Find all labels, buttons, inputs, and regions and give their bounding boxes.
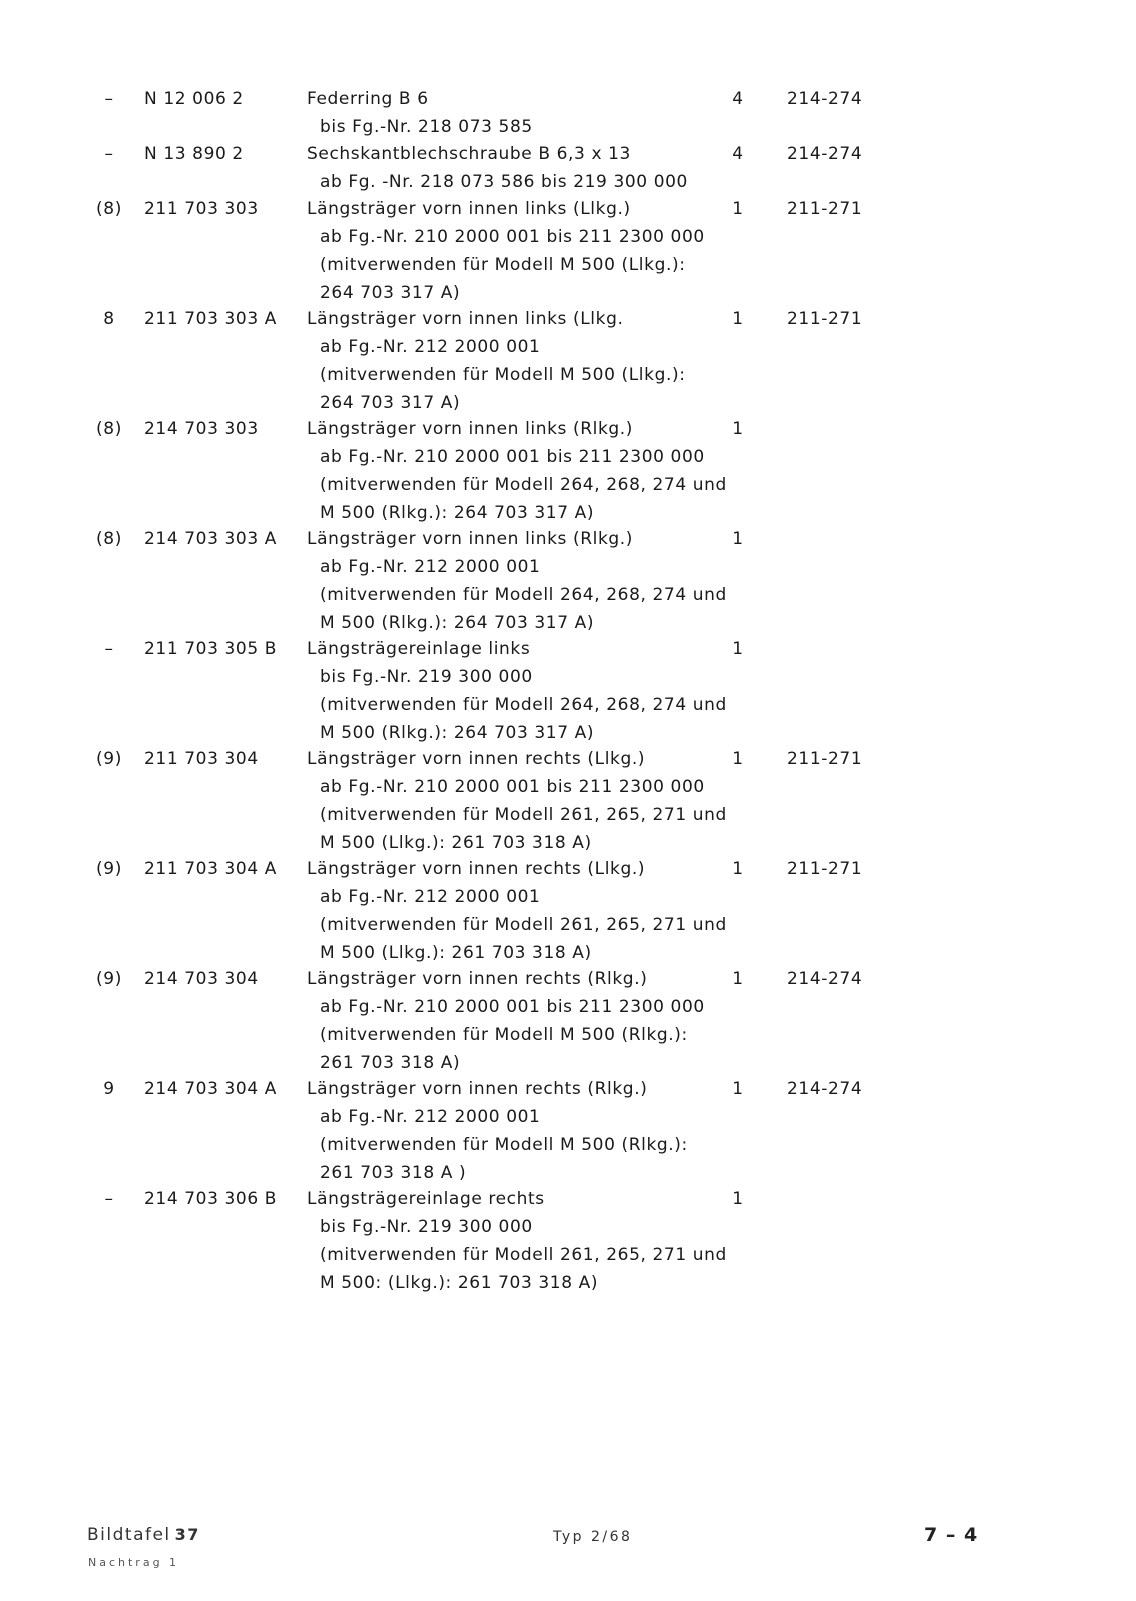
part-note: (mitverwenden für Modell M 500 (Llkg.): — [320, 365, 686, 385]
part-description — [307, 195, 705, 307]
quantity: 1 — [732, 309, 744, 329]
part-note: ab Fg.-Nr. 212 2000 001 — [320, 337, 541, 357]
part-description — [307, 525, 727, 637]
part-note: ab Fg.-Nr. 210 2000 001 bis 211 2300 000 — [320, 777, 705, 797]
part-note: ab Fg.-Nr. 210 2000 001 bis 211 2300 000 — [320, 227, 705, 247]
quantity: 1 — [732, 1079, 744, 1099]
model-range: 211-271 — [787, 199, 863, 219]
quantity: 1 — [732, 969, 744, 989]
model-range: 211-271 — [787, 859, 863, 879]
position-number: (9) — [96, 969, 122, 989]
model-range: 214-274 — [787, 969, 863, 989]
part-note: (mitverwenden für Modell 264, 268, 274 und — [320, 695, 727, 715]
position-number: – — [104, 1189, 114, 1209]
part-note: (mitverwenden für Modell M 500 (Rlkg.): — [320, 1025, 688, 1045]
part-note: ab Fg.-Nr. 212 2000 001 — [320, 887, 541, 907]
part-title: Längsträger vorn innen rechts (Llkg.) — [307, 749, 646, 769]
part-description — [307, 1185, 727, 1297]
quantity: 4 — [732, 89, 744, 109]
page-number: 7 – 4 — [924, 1524, 979, 1546]
position-number: (8) — [96, 529, 122, 549]
part-note: M 500 (Rlkg.): 264 703 317 A) — [320, 503, 595, 523]
position-number: – — [104, 639, 114, 659]
part-number: 211 703 304 A — [144, 859, 277, 879]
position-number: 8 — [103, 309, 115, 329]
part-number: 211 703 303 — [144, 199, 259, 219]
quantity: 1 — [732, 1189, 744, 1209]
quantity: 1 — [732, 529, 744, 549]
part-title: Federring B 6 — [307, 89, 429, 109]
part-description — [307, 635, 727, 747]
part-note: ab Fg.-Nr. 212 2000 001 — [320, 1107, 541, 1127]
position-number: (8) — [96, 419, 122, 439]
model-range: 211-271 — [787, 749, 863, 769]
part-title: Längsträger vorn innen rechts (Rlkg.) — [307, 1079, 648, 1099]
part-note: 261 703 318 A ) — [320, 1163, 467, 1183]
part-title: Längsträgereinlage rechts — [307, 1189, 545, 1209]
quantity: 1 — [732, 639, 744, 659]
part-number: 211 703 303 A — [144, 309, 277, 329]
part-description — [307, 965, 705, 1077]
part-note: ab Fg. -Nr. 218 073 586 bis 219 300 000 — [320, 172, 688, 192]
model-range: 214-274 — [787, 144, 863, 164]
part-note: M 500: (Llkg.): 261 703 318 A) — [320, 1273, 599, 1293]
quantity: 1 — [732, 199, 744, 219]
part-number: 214 703 304 — [144, 969, 259, 989]
part-note: (mitverwenden für Modell 264, 268, 274 und — [320, 585, 727, 605]
part-note: 264 703 317 A) — [320, 393, 461, 413]
part-note: ab Fg.-Nr. 210 2000 001 bis 211 2300 000 — [320, 447, 705, 467]
model-range: 214-274 — [787, 1079, 863, 1099]
part-note: 264 703 317 A) — [320, 283, 461, 303]
part-title: Längsträger vorn innen links (Rlkg.) — [307, 529, 634, 549]
part-description — [307, 140, 688, 196]
part-note: 261 703 318 A) — [320, 1053, 461, 1073]
part-number: 214 703 304 A — [144, 1079, 277, 1099]
part-title: Längsträgereinlage links — [307, 639, 531, 659]
part-note: (mitverwenden für Modell M 500 (Llkg.): — [320, 255, 686, 275]
part-description — [307, 1075, 688, 1187]
position-number: – — [104, 89, 114, 109]
part-description — [307, 415, 727, 527]
part-number: 214 703 306 B — [144, 1189, 278, 1209]
part-number: 214 703 303 A — [144, 529, 277, 549]
position-number: (9) — [96, 749, 122, 769]
quantity: 1 — [732, 419, 744, 439]
part-title: Längsträger vorn innen links (Llkg. — [307, 309, 624, 329]
part-note: M 500 (Rlkg.): 264 703 317 A) — [320, 613, 595, 633]
position-number: 9 — [103, 1079, 115, 1099]
type-label: Typ 2/68 — [553, 1529, 633, 1545]
part-title: Sechskantblechschraube B 6,3 x 13 — [307, 144, 631, 164]
part-number: N 13 890 2 — [144, 144, 244, 164]
position-number: – — [104, 144, 114, 164]
supplement-label: Nachtrag 1 — [88, 1556, 180, 1569]
model-range: 214-274 — [787, 89, 863, 109]
quantity: 4 — [732, 144, 744, 164]
part-note: M 500 (Llkg.): 261 703 318 A) — [320, 833, 592, 853]
part-title: Längsträger vorn innen rechts (Llkg.) — [307, 859, 646, 879]
part-description — [307, 745, 727, 857]
model-range: 211-271 — [787, 309, 863, 329]
part-note: M 500 (Rlkg.): 264 703 317 A) — [320, 723, 595, 743]
part-number: N 12 006 2 — [144, 89, 244, 109]
part-title: Längsträger vorn innen links (Rlkg.) — [307, 419, 634, 439]
part-number: 211 703 304 — [144, 749, 259, 769]
part-description — [307, 85, 533, 141]
part-title: Längsträger vorn innen rechts (Rlkg.) — [307, 969, 648, 989]
plate-number: 37 — [174, 1525, 200, 1544]
quantity: 1 — [732, 859, 744, 879]
position-number: (8) — [96, 199, 122, 219]
position-number: (9) — [96, 859, 122, 879]
part-note: M 500 (Llkg.): 261 703 318 A) — [320, 943, 592, 963]
part-note: ab Fg.-Nr. 210 2000 001 bis 211 2300 000 — [320, 997, 705, 1017]
part-note: bis Fg.-Nr. 218 073 585 — [320, 117, 533, 137]
part-note: (mitverwenden für Modell 264, 268, 274 und — [320, 475, 727, 495]
part-note: ab Fg.-Nr. 212 2000 001 — [320, 557, 541, 577]
part-note: bis Fg.-Nr. 219 300 000 — [320, 667, 533, 687]
part-note: bis Fg.-Nr. 219 300 000 — [320, 1217, 533, 1237]
part-title: Längsträger vorn innen links (Llkg.) — [307, 199, 631, 219]
part-note: (mitverwenden für Modell 261, 265, 271 und — [320, 805, 727, 825]
part-note: (mitverwenden für Modell M 500 (Rlkg.): — [320, 1135, 688, 1155]
part-note: (mitverwenden für Modell 261, 265, 271 und — [320, 915, 727, 935]
part-note: (mitverwenden für Modell 261, 265, 271 und — [320, 1245, 727, 1265]
plate-label: Bildtafel 37 — [87, 1525, 200, 1545]
quantity: 1 — [732, 749, 744, 769]
part-description — [307, 305, 686, 417]
part-number: 214 703 303 — [144, 419, 259, 439]
part-description — [307, 855, 727, 967]
part-number: 211 703 305 B — [144, 639, 278, 659]
